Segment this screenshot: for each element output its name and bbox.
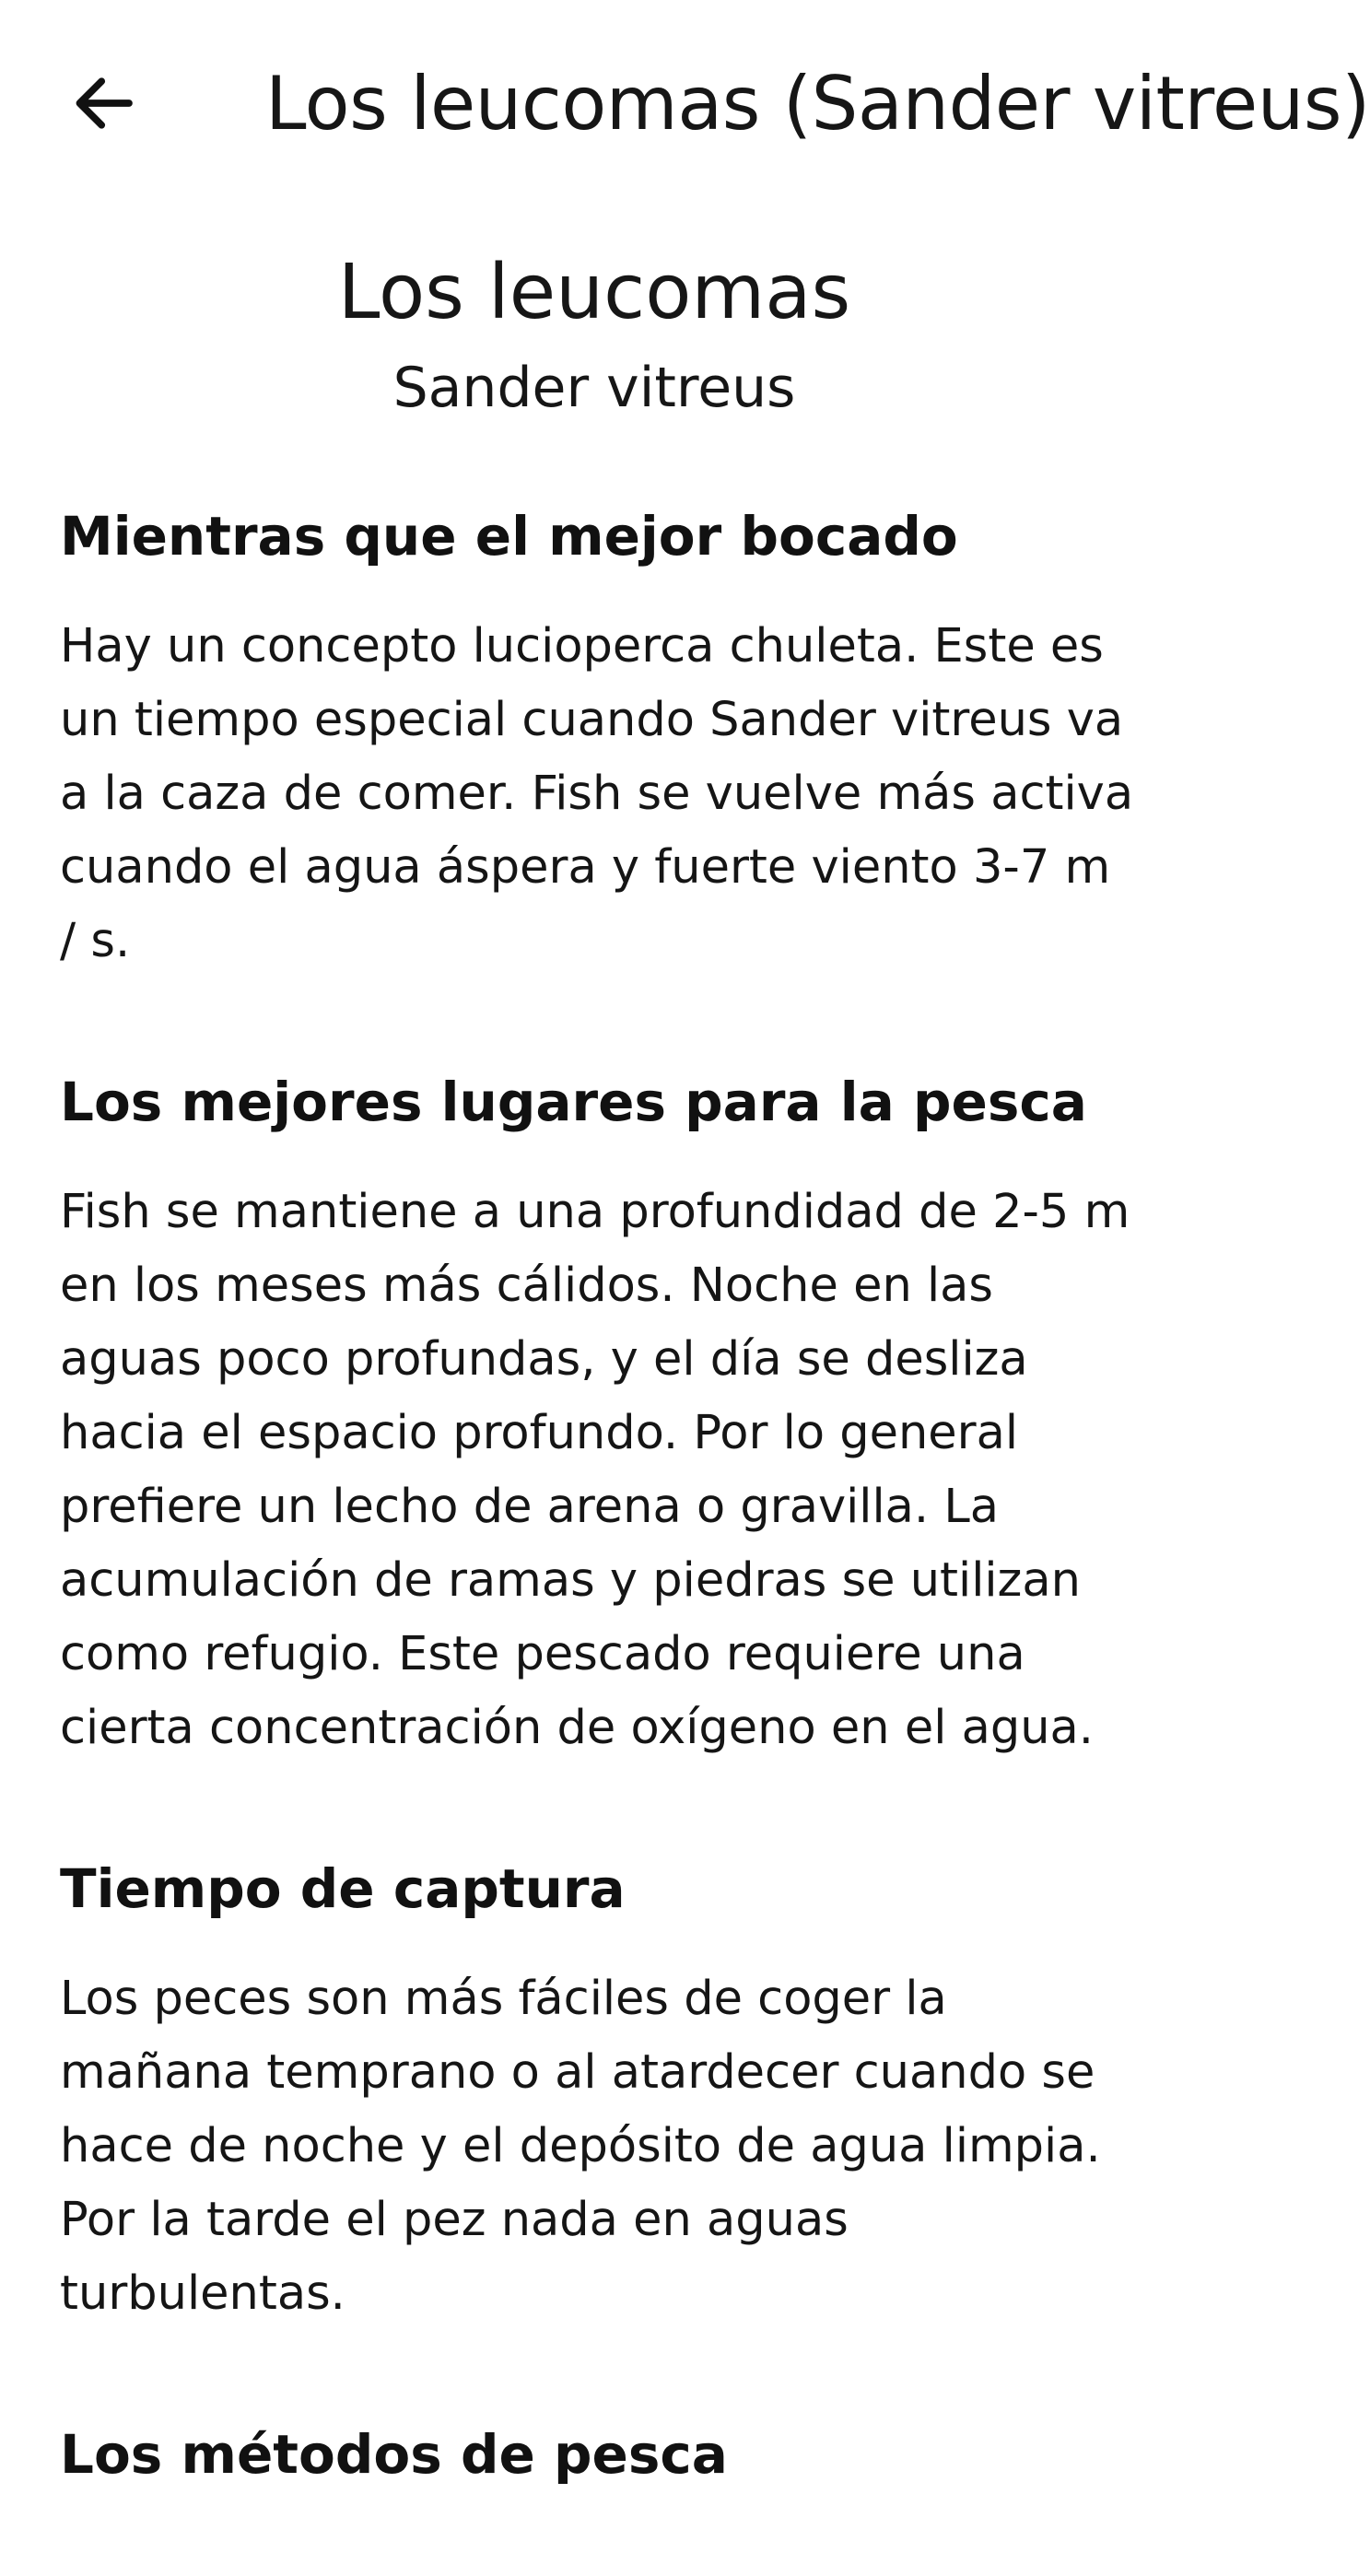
article-content — [60, 492, 1138, 2499]
page-title: Los leucomas — [337, 249, 851, 336]
section-title: Tiempo de captura — [60, 1857, 626, 1920]
section-body: Los peces son más fáciles de coger la mañana temprano o al atardecer cuando se hace de noche y el depósito de agua limpia. Por la tarde el pez nada en aguas turbulentas. — [60, 1972, 1101, 2321]
app-bar — [0, 0, 1370, 206]
section-fishing-methods — [60, 2410, 1138, 2499]
section-best-places — [60, 1058, 1138, 1765]
section-title: Los métodos de pesca — [60, 2423, 728, 2486]
arrow-left-icon — [64, 64, 142, 142]
section-catch-time — [60, 1844, 1138, 2331]
back-button[interactable] — [39, 46, 168, 160]
section-title: Los mejores lugares para la pesca — [60, 1071, 1087, 1133]
app-bar-title: Los leucomas (Sander vitreus) — [265, 61, 1370, 146]
section-body: Fish se mantiene a una profundidad de 2-5 m en los meses más cálidos. Noche en las aguas poco profundas, y el día se desliza hacia el espacio profundo. Por lo general prefiere un lecho de arena o gravilla. La acumulación de ramas y piedras se utilizan como refugio. Este pescado requiere una cierta concentración de oxígeno en el agua. — [60, 1185, 1130, 1755]
section-body: Hay un concepto lucioperca chuleta. Este es un tiempo especial cuando Sander vitreus va a la caza de comer. Fish se vuelve más activa cuando el agua áspera y fuerte viento 3-7 m / s. — [60, 619, 1134, 968]
section-title: Mientras que el mejor bocado — [60, 505, 958, 568]
page-subtitle: Sander vitreus — [392, 356, 796, 420]
section-best-bite — [60, 492, 1138, 978]
